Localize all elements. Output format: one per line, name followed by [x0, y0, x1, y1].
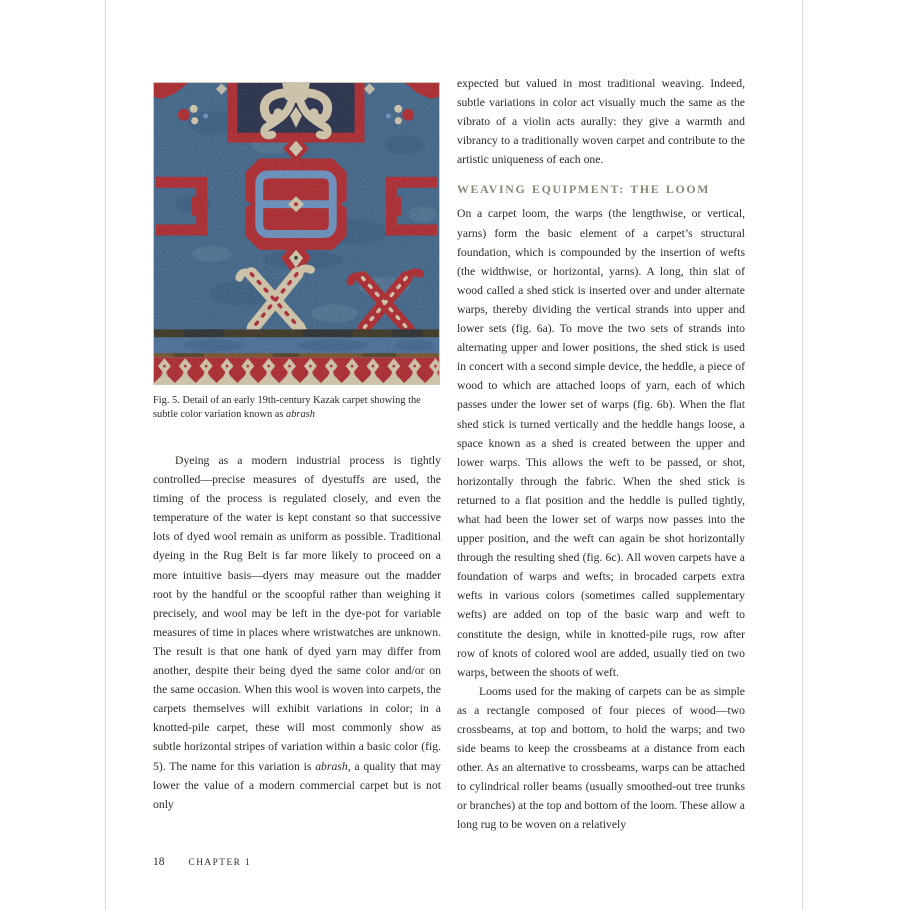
paragraph-looms-construction: Looms used for the making of carpets can be as simple as a rectangle composed of four pieces of wood—two crossbeams, at top and bottom, to hold the warps; and two side beams to keep the crossbeams at a distance from each other. As an alternative to crossbeams, warps can be attached to cylindrical roller beams (usually smoothed-out tree trunks or branches) at the top and bottom of the loom. These allow a long rug to be woven on a relatively [457, 684, 745, 832]
paragraph-loom-warps: On a carpet loom, the warps (the lengthwise, or vertical, yarns) form the basic element of a carpet’s structural foundation, which is compounded by the insertion of wefts (the widthwise, or horizontal, yarns). A long, thin slat of wood called a shed stick is inserted over and under alternate warps, thereby dividing the vertical strands into upper and lower sets (fig. 6a). To move the two sets of strands into alternating upper and lower positions, the shed stick is used in concert with a second simple device, the heddle, a piece of wood to which are attached loops of yarn, each of which passes under the lower set of warps (fig. 6b). When the flat shed stick is turned vertically and the heddle hangs loose, a space known as a shed is created between the upper and lower warps. This allows the weft to be passed, or shot, horizontally through the fabric. When the shed stick is returned to a flat position and the heddle is pulled tightly, what had been the lower set of warps now passes into the upper position, and the weft can again be shot horizontally through the resulting shed (fig. 6c). All woven carpets have a foundation of warps and wefts; in brocaded carpets extra wefts in various colors (sometimes called supplementary wefts) are added on top of the basic warp and weft to constitute the design, while in knotted-pile rugs, row after row of knots of colored wool are added, usually tied on two warps, between the shoots of weft. [457, 207, 745, 679]
page-edge-left [105, 0, 106, 910]
figure-5-carpet-photo [153, 82, 440, 385]
page-footer [153, 856, 251, 868]
chapter-label: CHAPTER 1 [188, 858, 252, 868]
section-heading-weaving-equipment: WEAVING EQUIPMENT: THE LOOM [457, 182, 711, 197]
paragraph-dyeing [153, 451, 441, 814]
paragraph-text-1: Dyeing as a modern industrial process is tightly controlled—precise measures of dyestuffs are used, the timing of the process is regulated closely, and even the temperature of the water is kept constant so that successive lots of dyed wool remain as uniform as possible. Traditional dyeing in the Rug Belt is far more likely to proceed on a more intuitive basis—dyers may measure out the madder root by the handful or the scoopful rather than weighing it precisely, and wool may be left in the dye-pot for variable measures of time in places where wristwatches are unknown. The result is that one hank of dyed yarn may differ from another, despite their being dyed the same color and/or on the same occasion. When this wool is woven into carpets, the carpets themselves will exhibit variations in color; in a knotted-pile carpet, these will most commonly show as subtle horizontal stripes of variation within a basic color (fig. 5). The name for this variation is [153, 454, 441, 773]
term-abrash: abrash [315, 759, 348, 773]
caption-text: Fig. 5. Detail of an early 19th-century Kazak carpet showing the subtle color variation known as [153, 395, 421, 420]
kazak-carpet-image [154, 83, 439, 384]
right-text-column [457, 74, 745, 835]
figure-caption [153, 394, 440, 422]
wool-texture-light [154, 83, 439, 384]
left-text-column [153, 451, 441, 814]
caption-term-abrash: abrash [286, 409, 315, 420]
paragraph-abrash-value: expected but valued in most traditional weaving. Indeed, subtle variations in color act visually much the same as the vibrato of a violin acts aurally: they give a warmth and vibrancy to a traditionally woven carpet and contribute to the artistic uniqueness of each one. [457, 77, 745, 167]
paragraph-text-2: , a quality that may lower the value of a modern commercial carpet but is not only [153, 759, 442, 811]
page-edge-right [802, 0, 803, 910]
page-number: 18 [153, 856, 165, 868]
